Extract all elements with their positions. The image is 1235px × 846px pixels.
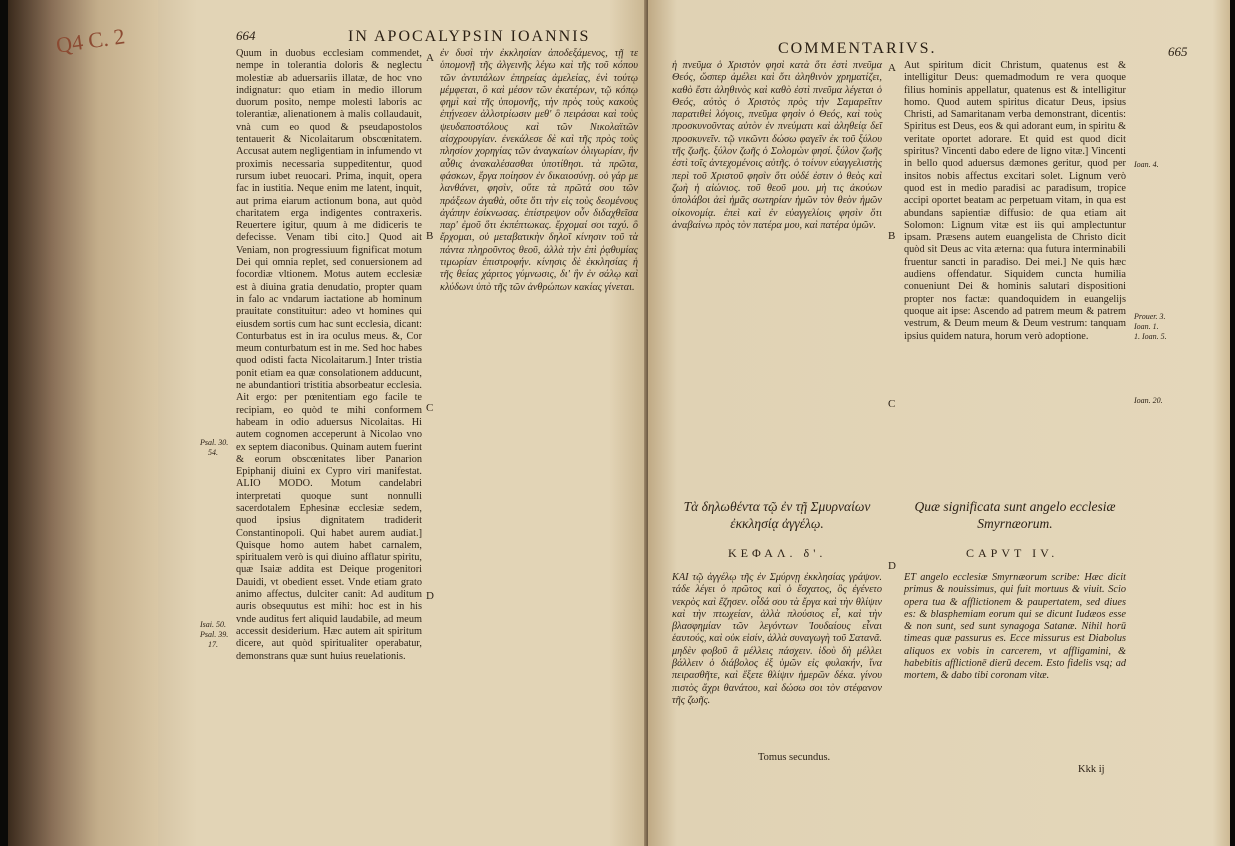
latin-column-left: Quum in duobus ecclesiam commendet, nempe in tolerantia doloris & neglectu molestiæ ab aduersariis illatæ, de hoc vno indignatur: quo etiam in medio illorum duorum posito, nempe molesti laboris ac tolerantiæ, alienationem à malis collaudauit, vnà cum eo quod & pseudapostolos tentauerit & Nicolaitarum obscœnitatem. Accusat autem negligentiam in infumendo vt proximis necessaria suppeditentur, quod rursum iubet reuocari. Prima, inquit, opera fac in iustitia. Neque enim me latent, inquit, aut prima eiarum actionum bona, aut quòd charitatem erga indigentes contraxeris. Reuertere igitur, quum à me didiceris te defecisse. Venam tibi cito.] Quod ait Veniam, non progressiuum fignificat motum Dei qui omnia replet, sed conuersionem ad focordiæ vltionem. Motus autem ecclesiæ est à diuina gratia denudatio, propter quam in falo ac vndarum iactatione ab hominum prauitate constituitur: adeo vt homines qui eiusdem sortis cum hac sunt ecclesia, dicant: Conturbatus est in ira oculus meus. &, Cor meum conturbatum est in me. Sed hoc habes quod odisti facta Nicolaitarum.] Inter tristia ponit etiam ea quæ consolationem adducunt, ne abundantiori tristitia absorbeatur ecclesia. Ait ergo: per pœnitentiam ego facile te recipiam, eo quòd te mihi conformem habeam in odio aduersus Nicolaitas. Hi autem cognomen acceperunt à Nicolao vno ex septem diaconibus. Quinam autem fuerint & eorum obscœnitates liber Panarion Epiphanij diuini ex Cypro viri manifestat. ALIO MODO. Motum candelabri interpretati quoque sunt nonnulli sacerdotalem Ephesinæ ecclesiæ sedem, quod ipsius dignitatem tradiderit Constantinopoli. Qui habet aurem audiat.] Quisque homo autem habet carnalem, spiritualem verò is qui diuino afflatur spiritu, quæ Isaiæ addita est Deique progenitori Dauidi, vt obedient esset. Vnde etiam grato animo affectus, dulciter canit: Ad auditum auris obsequutus est mihi: hoc est in his vnde auditus fert aliquid laudabile, ad meum accessit desiderium. Hæc autem ait spiritum dicere, aut quòd spiritualiter operabatur, demonstrans quæ sunt huius reuelationis. bbox=[236, 48, 422, 662]
page-number-right: 665 bbox=[1168, 44, 1188, 59]
book-fore-edge bbox=[8, 0, 158, 846]
section-letter-b: B bbox=[426, 230, 434, 242]
margin-note: 17. bbox=[208, 640, 218, 649]
margin-note: Prouer. 3. bbox=[1134, 312, 1166, 321]
section-title-latin: Quæ significata sunt angelo ecclesiæ Smyrnæorum. bbox=[914, 499, 1116, 531]
section-letter-c: C bbox=[888, 398, 896, 410]
volume-signature: Tomus secundus. bbox=[758, 752, 831, 763]
section-letter-a: A bbox=[888, 62, 896, 74]
chapter-heading-greek: ΚΕΦΑΛ. δ'. bbox=[728, 546, 827, 560]
section-letter-d: D bbox=[888, 560, 896, 572]
latin-column-right: Aut spiritum dicit Christum, quatenus est & intelligitur Deus: quemadmodum re vera quoque filius hominis appellatur, quatenus est & intelligitur homo. Quod autem spiritus dicatur Deus, ipsius Christi, ad Samaritanam verba demonstrant, dicentis: Spiritus est Deus, eos & qui adorant eum, in spiritu & veritate oportet adorare. Et quid est quod dicit spiritus? Vincenti dabo edere de ligno vitæ.] Vincenti in bello quod aduersus dæmones geritur, quod per insitos nobis affectus excitari solet. Lignum verò quod est in medio paradisi ac paradisum, tropice accipi oportet beatam ac perpetuam vitam, in qua est abundans sapientiæ diffusio: de qua etiam ait Solomon: Lignum vitæ est iis qui amplectuntur ipsam. Præsens autem euangelista de Christo dicit quòd sit Deus ac vita æterna: qua futura interminabili fruentur sancti in paradiso. Dei mei.] Ne quis hæc audiens offendatur. Siquidem cuncta humilia conueniunt Dei & hominis salutari dispositioni propter nos factæ: quandoquidem in euangelijs quoque ait ipse: Ascendo ad patrem meum & patrem vestrum, & Deum meum & Deum vestrum: tanquam ipsius quidem natura, horum verò adoptione. bbox=[904, 60, 1126, 342]
margin-note: 54. bbox=[208, 448, 218, 457]
page-number-left: 664 bbox=[236, 28, 256, 43]
section-letter-a: A bbox=[426, 52, 434, 64]
section-letter-d: D bbox=[426, 590, 434, 602]
right-page bbox=[648, 0, 1230, 846]
margin-note: Psal. 30. bbox=[200, 438, 229, 447]
section-letter-b: B bbox=[888, 230, 896, 242]
greek-column-right: ἡ πνεῦμα ὁ Χριστὸν φησὶ κατὰ ὅτι ἐστὶ πνεῦμα Θεός, ὥσπερ ἀμέλει καὶ ὅτι ἀληθινὸν χρηματίζει, καθὸ ἔστι ἀληθινὸς καὶ καθὸ ἐστὶ πνεῦμα λέγεται ὁ Θεός, αὐτὸς ὁ Χριστὸς πρὸς τὴν Σαμαρεῖτιν παρατιθεὶ λόγοις, πνεῦμα φησὶν ὁ Θεός, καὶ τοὺς προσκυνοῦντας αὐτὸν ἐν πνεύματι καὶ ἀληθείᾳ δεῖ προσκυνεῖν. τῷ νικῶντι δώσω φαγεῖν ἐκ τοῦ ξύλου τῆς ζωῆς. ξύλον ζωῆς ὁ Σολομὼν φησί. ξύλον ζωῆς ἐστὶ τοῖς ἀντεχομένοις αὐτῆς. ὁ τοίνυν εὐαγγελιστὴς περὶ τοῦ Χριστοῦ φησὶν ὅτι οὐδέ ἐστιν ὁ θεὸς καὶ ζωὴ ἡ αἰώνιος. τοῦ θεοῦ μου. μὴ τις ἀκούων ὑπολάβοι ἀεὶ ἡμᾶς σωτηρίαν ἡμῶν τὸν θεὸν ἡμῶν οἰκονομίᾳ. ἐπεὶ καὶ ἐν εὐαγγελίοις φησὶν ὅτι ἀναβαίνω πρὸς τὸν πατέρα μου, καὶ πατέρα ὑμῶν. bbox=[672, 60, 882, 231]
margin-note: Ioan. 4. bbox=[1134, 160, 1159, 169]
margin-note: Psal. 39. bbox=[200, 630, 229, 639]
margin-note: Ioan. 20. bbox=[1134, 396, 1163, 405]
greek-column-left: ἐν δυσὶ τὴν ἐκκλησίαν ἀποδεξάμενος, τῇ τε ὑπομονῇ τῆς ἀλγεινῆς λέγω καὶ τῆς τοῦ κόπου τῶν ἀντιπάλων ἐπηρείας ἀμελείας, ἑνὶ τούτῳ μέμφεται, ὃ καὶ μέσον τῶν ἑκατέρων, τῷ κόπῳ φημὶ καὶ τῆς ὑπομονῆς, τὴν πρὸς τοὺς κακοὺς ἐπῄνεσεν ἀλλοτρίωσιν μεθ' ὃ πειράσαι καὶ τοὺς ψευδαποστόλους καὶ τῶν Νικολαϊτῶν αἰσχρουργίαν. ἐνεκάλεσε δὲ καὶ τῆς πρὸς τοὺς πλησίον χορηγίας τῶν ἀναγκαίων ὀλιγωρίαν, ἣν αὖθις ἀνακαλέσασθαι ὑποτίθησι. τὰ πρῶτα, φάσκων, ἔργα ποίησον ἐν δικαιοσύνῃ. οὐ γάρ με λανθάνει, φησὶν, οὔτε τὰ πρῶτά σου τῶν πράξεων ἀγαθὰ, οὔτε ὅτι τὴν εἰς τοὺς δεομένους ἀγάπην ἐσίκνωσας. ἐπίστρεψον οὖν διδαχθεῖσα παρ' ἐμοῦ ὅτι ἐκπέπτωκας. ἔρχομαί σοι ταχύ. ὃ ἔρχομαι, οὐ μεταβατικὴν δηλοῖ κίνησιν τοῦ τὰ πάντα πληροῦντος θεοῦ, ἀλλὰ τὴν ἐπὶ ῥᾳθυμίας τιμωρίαν ἐπιστροφήν. κίνησις δὲ ἐκκλησίας ἡ τῆς θείας χάριτος γύμνωσις, δι' ἣν ἐν σάλῳ καὶ κλύδωνι ὑπὸ τῆς τῶν ἀνθρώπων κακίας γίνεται. bbox=[440, 48, 638, 293]
gathering-signature: Kkk ij bbox=[1078, 764, 1105, 775]
margin-note: Isai. 50. bbox=[200, 620, 226, 629]
shelf-mark-stamp: Q4 C. 2 bbox=[54, 23, 127, 58]
section-letter-c: C bbox=[426, 402, 434, 414]
chapter-text-greek: ΚΑΙ τῷ ἀγγέλῳ τῆς ἐν Σμύρνῃ ἐκκλησίας γράψον. τάδε λέγει ὁ πρῶτος καὶ ὁ ἔσχατος, ὃς ἐγένετο νεκρὸς καὶ ἔζησεν. οἶδά σου τὰ ἔργα καὶ τὴν θλίψιν καὶ τὴν πτωχείαν, ἀλλὰ πλούσιος εἶ, καὶ τὴν βλασφημίαν τῶν λεγόντων Ἰουδαίους εἶναι ἑαυτούς, καὶ οὐκ εἰσίν, ἀλλὰ συναγωγὴ τοῦ Σατανᾶ. μηδὲν φοβοῦ ἃ μέλλεις πάσχειν. ἰδοὺ δὴ μέλλει βάλλειν ὁ διάβολος ἐξ ὑμῶν εἰς φυλακήν, ἵνα πειρασθῆτε, καὶ ἕξετε θλίψιν ἡμερῶν δέκα. γίνου πιστὸς ἄχρι θανάτου, καὶ δώσω σοι τὸν στέφανον τῆς ζωῆς. bbox=[672, 572, 882, 706]
margin-note: 1. Ioan. 5. bbox=[1134, 332, 1167, 341]
running-head-right: COMMENTARIVS. bbox=[778, 40, 937, 57]
chapter-heading-latin: CAPVT IV. bbox=[966, 546, 1059, 560]
running-head-left: IN APOCALYPSIN IOANNIS bbox=[348, 28, 591, 45]
left-page bbox=[158, 0, 648, 846]
section-title-greek: Τὰ δηλωθέντα τῷ ἐν τῇ Σμυρναίων ἐκκλησίᾳ ἀγγέλῳ. bbox=[683, 499, 871, 531]
open-book bbox=[8, 0, 1230, 846]
chapter-text-latin: ET angelo ecclesiæ Smyrnæorum scribe: Hæc dicit primus & nouissimus, qui fuit mortuus & viuit. Scio opera tua & afflictionem & paupertatem, sed diues es: & blasphemiam eorum qui se dicunt Iudæos esse & non sunt, sed sunt synagoga Satanæ. Nihil horū timeas quæ passurus es. Ecce missurus est Diabolus aliquos ex vobis in carcerem, vt affligamini, & habebitis afflictionē dierū decem. Esto fidelis vsq; ad mortem, & dabo tibi coronam vitæ. bbox=[904, 572, 1126, 682]
margin-note: Ioan. 1. bbox=[1134, 322, 1159, 331]
